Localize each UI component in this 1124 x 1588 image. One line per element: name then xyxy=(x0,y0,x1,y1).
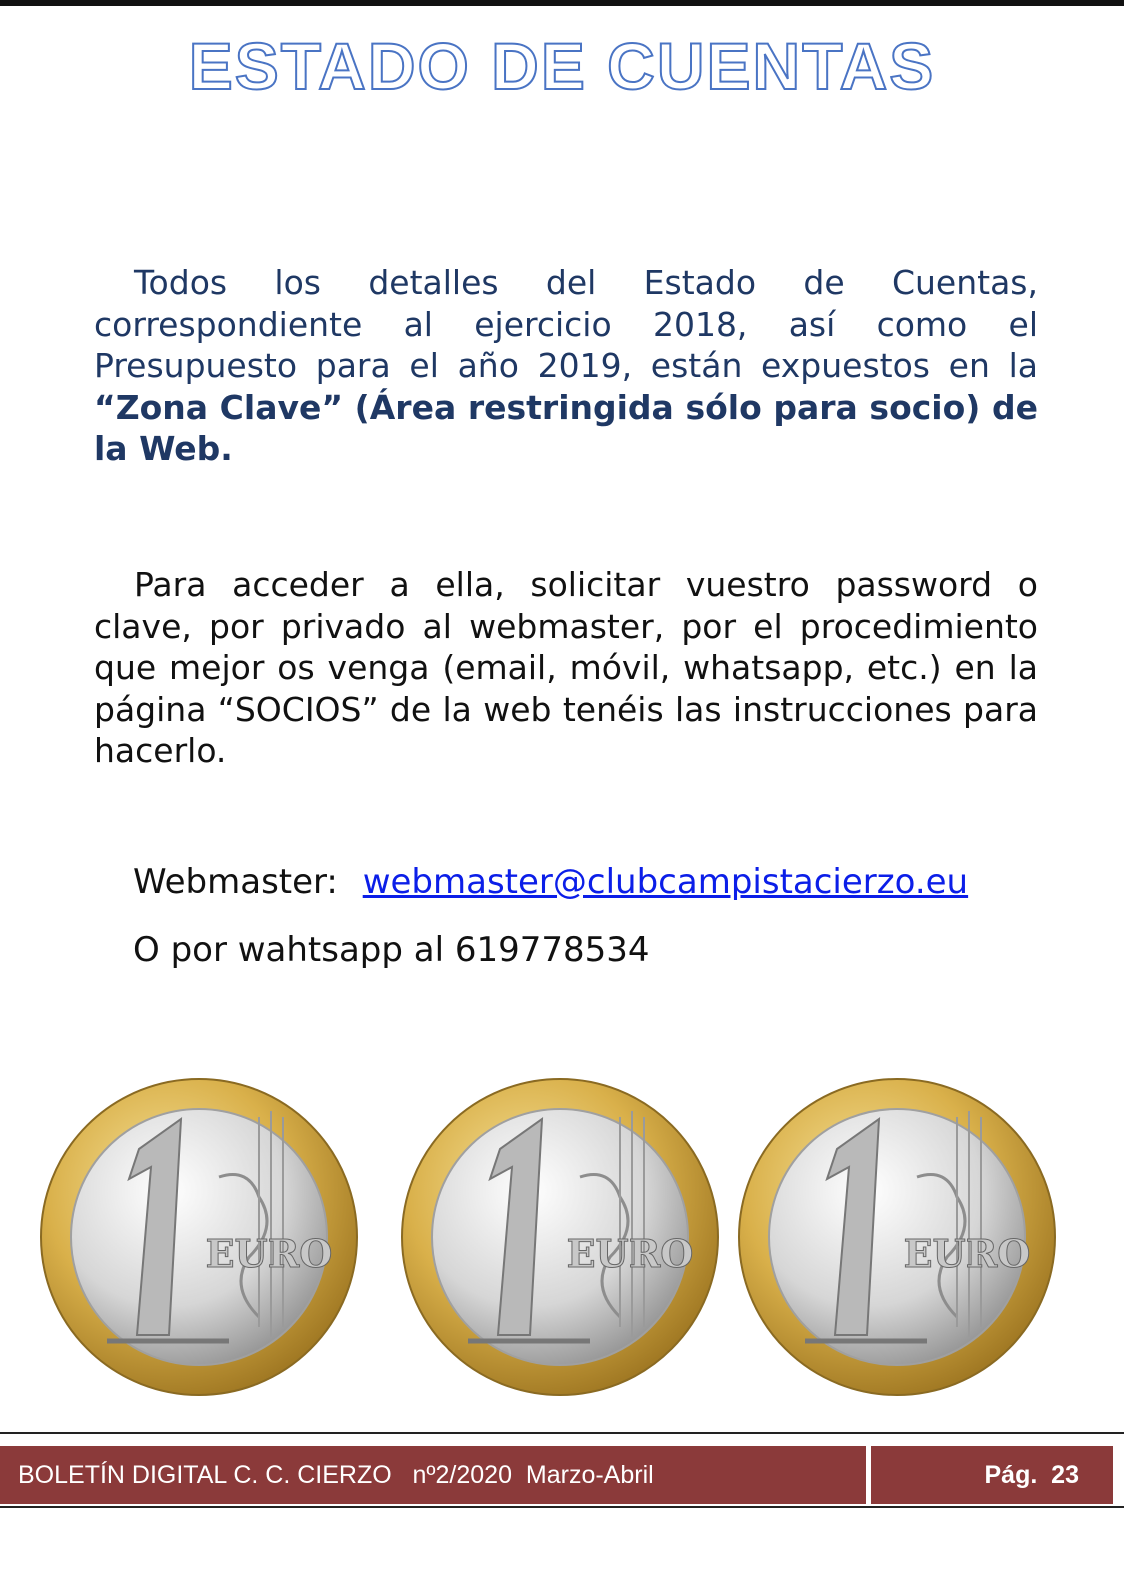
euro-coin xyxy=(739,1079,1055,1395)
top-rule xyxy=(0,0,1124,6)
webmaster-label: Webmaster: xyxy=(133,862,338,902)
webmaster-line xyxy=(133,862,968,902)
footer-publication-text: BOLETÍN DIGITAL C. C. CIERZO nº2/2020 Marzo-Abril xyxy=(18,1460,654,1489)
footer-page-number xyxy=(871,1446,1113,1504)
page-number: Pág. 23 xyxy=(984,1460,1079,1489)
footer-divider xyxy=(0,1432,1124,1434)
footer-bottom-rule xyxy=(0,1506,1124,1508)
whatsapp-line: O por wahtsapp al 619778534 xyxy=(133,930,650,970)
accounts-paragraph xyxy=(94,262,1038,470)
euro-coin xyxy=(41,1079,357,1395)
access-text: Para acceder a ella, solicitar vuestro password o clave, por privado al webmaster, por el procedimiento que mejor os venga (email, móvil, whatsapp, etc.) en la página “SOCIOS” de la web tenéis las instrucciones para hacerlo. xyxy=(94,565,1038,770)
euro-coin xyxy=(402,1079,718,1395)
footer-publication xyxy=(0,1446,866,1504)
zona-clave-text: “Zona Clave” (Área restringida sólo para socio) de la Web. xyxy=(94,387,1038,468)
webmaster-email-link[interactable]: webmaster@clubcampistacierzo.eu xyxy=(362,862,969,902)
euro-coins-illustration: EURO xyxy=(0,1060,1124,1420)
accounts-text: Todos los detalles del Estado de Cuentas, correspondiente al ejercicio 2018, así como el Presupuesto para el año 2019, están expuestos en la xyxy=(94,263,1038,385)
page-title: ESTADO DE CUENTAS xyxy=(188,29,936,103)
access-paragraph xyxy=(94,564,1038,772)
